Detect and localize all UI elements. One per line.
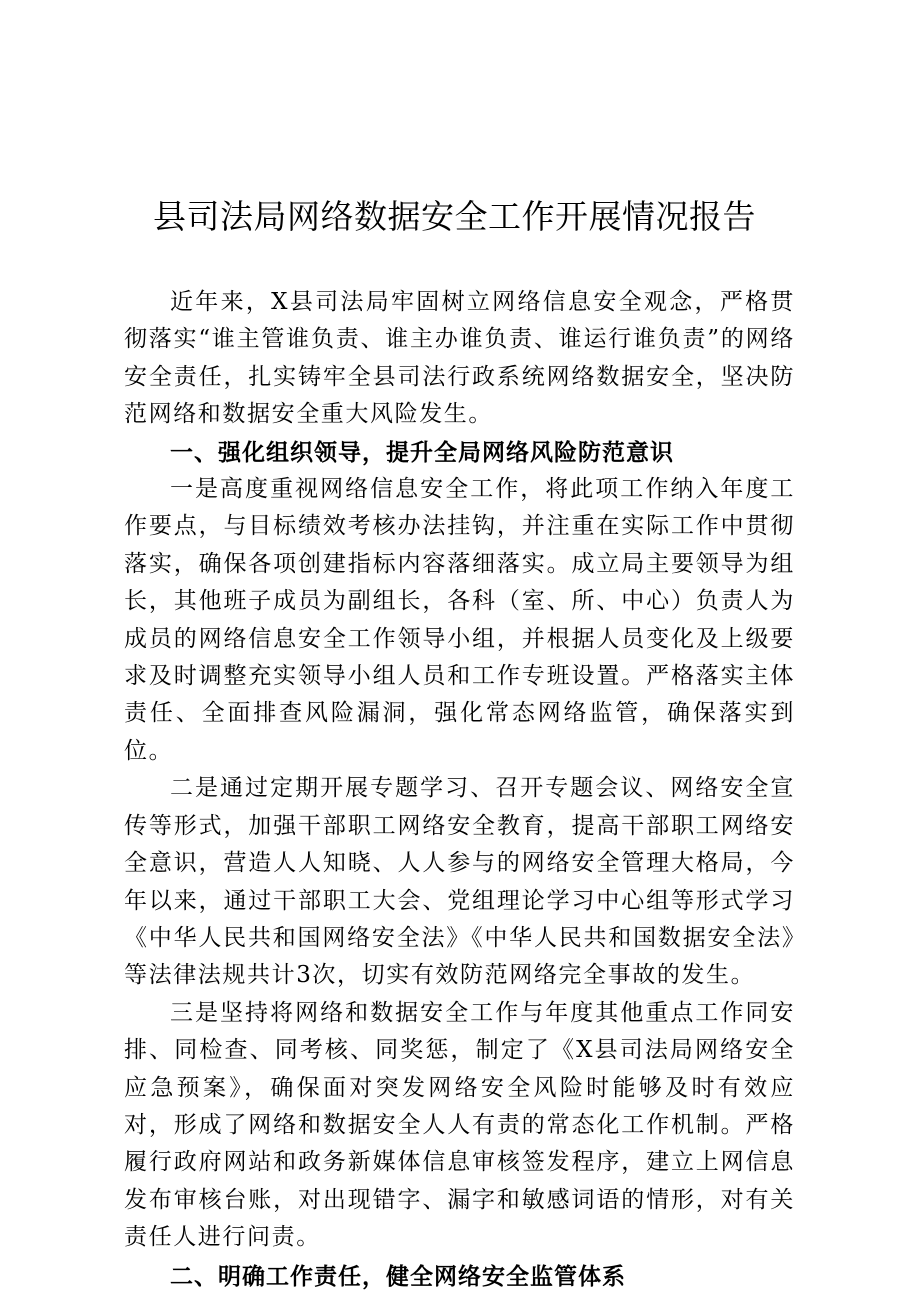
section-heading-1: 一、强化组织领导，提升全局网络风险防范意识 [170,438,674,466]
section-heading-2: 二、明确工作责任，健全网络安全监管体系 [170,1262,626,1290]
paragraph-point-2: 二是通过定期开展专题学习、召开专题会议、网络安全宣传等形式，加强干部职工网络安全教育，提高干部职工网络安全意识，营造人人知晓、人人参与的网络安全管理大格局，今年以来，通过干部职工大会、党组理论学习中心组等形式学习《中华人民共和国网络安全法》《中华人民共和国数据安全法》等法律法规共计3次，切实有效防范网络完全事故的发生。 [124,775,795,989]
paragraph-point-1: 一是高度重视网络信息安全工作，将此项工作纳入年度工作要点，与目标绩效考核办法挂钩，并注重在实际工作中贯彻落实，确保各项创建指标内容落细落实。成立局主要领导为组长，其他班子成员为副组长，各科（室、所、中心）负责人为成员的网络信息安全工作领导小组，并根据人员变化及上级要求及时调整充实领导小组人员和工作专班设置。严格落实主体责任、全面排查风险漏洞，强化常态网络监管，确保落实到位。 [124,476,795,764]
document-body [124,284,795,1295]
intro-paragraph: 近年来，X县司法局牢固树立网络信息安全观念，严格贯彻落实“谁主管谁负责、谁主办谁负责、谁运行谁负责”的网络安全责任，扎实铸牢全县司法行政系统网络数据安全，坚决防范网络和数据安全重大风险发生。 [124,289,795,428]
document-title: 县司法局网络数据安全工作开展情况报告 [153,197,756,236]
paragraph-point-3: 三是坚持将网络和数据安全工作与年度其他重点工作同安排、同检查、同考核、同奖惩，制定了《X县司法局网络安全应急预案》，确保面对突发网络安全风险时能够及时有效应对，形成了网络和数据安全人人有责的常态化工作机制。严格履行政府网站和政务新媒体信息审核签发程序，建立上网信息发布审核台账，对出现错字、漏字和敏感词语的情形，对有关责任人进行问责。 [124,999,795,1251]
